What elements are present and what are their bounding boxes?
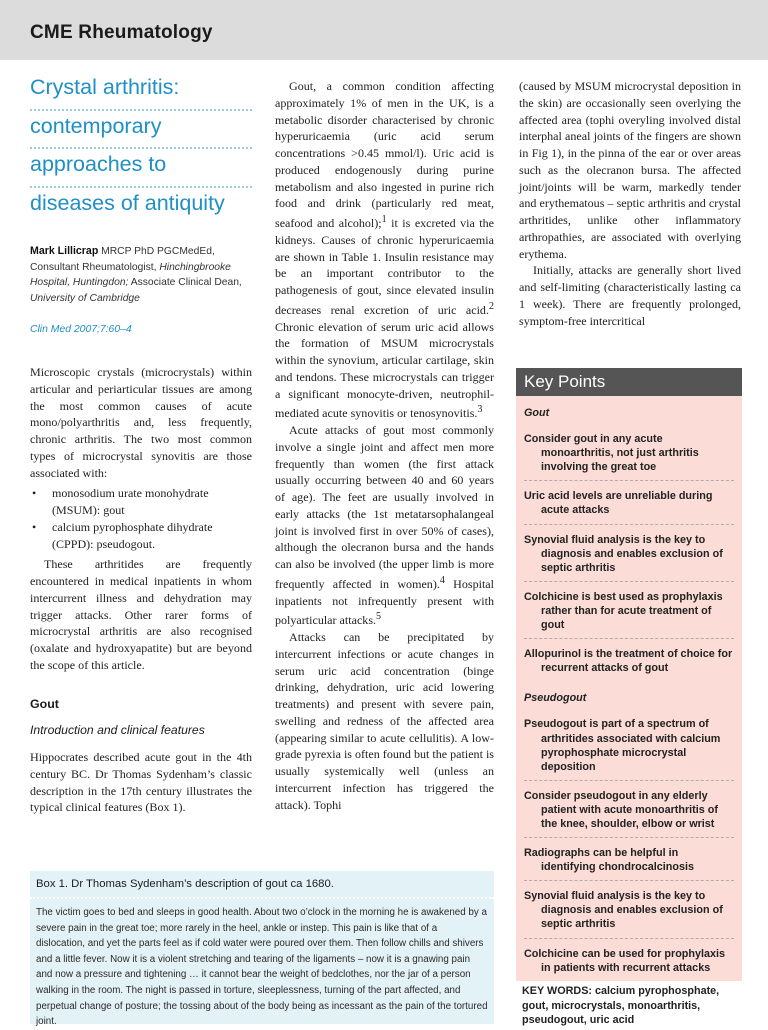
box-quote-text: The victim goes to bed and sleeps in good health. About two o’clock in the morning he is awakened by a severe pain in the great toe; more rarely in the heel, ankle or instep. This pain is like that of a dislocation, and yet the parts feel as if cold water were poured over them. Then follow chills and shivers and a little fever. Now it is a violent stretching and tearing of the ligaments – now it is a gnawing pain and now a pressure and tightening … it cannot bear the weight of bedclothes, nor the jar of a person walking in the room. The night is passed in torture, sleeplessness, turning of the part affected, and perpetual change of posture; the tossing about of the body being as incessant as the pain of the tortured joint. bbox=[36, 907, 488, 1028]
body-column-2 bbox=[275, 78, 494, 813]
author-credentials: MRCP PhD PGCMedEd, bbox=[98, 246, 215, 257]
key-points-section-label: Pseudogout bbox=[524, 692, 587, 705]
box-divider bbox=[30, 897, 494, 899]
reference-marker: 1 bbox=[381, 214, 387, 225]
paragraph: Attacks can be precipitated by intercurrent infections or acute changes in serum uric acid concentration (binge drinking, dehydration, uric acid lowering treatments) and present with severe pain, swelling and redness of the affected area (appearing similar to acute cellulitis). A low-grade pyrexia is often found but the patient is usually systemically well (unless an intercurrent infection has triggered the attack). Tophi bbox=[275, 630, 494, 812]
text-run: Chronic elevation of serum uric acid allows the formation of MSUM microcrystals within the synovium, articular cartilage, skin and tendons. These microcrystals can trigger a significant monocyte-driven, neutrophil-mediated acute synovitis or tenosynovitis. bbox=[275, 319, 494, 421]
key-point: Consider gout in any acute monoarthritis, not just arthritis involving the great toe bbox=[524, 432, 734, 481]
paragraph: Initially, attacks are generally short lived and self-limiting (characteristically lasting ca 1 week). There are frequently prolonged, symptom-free intercritical bbox=[519, 263, 741, 328]
section-heading-gout: Gout bbox=[30, 696, 59, 711]
reference-marker: 3 bbox=[477, 404, 483, 416]
author-block bbox=[30, 244, 256, 306]
key-point: Consider pseudogout in any elderly patient with acute monoarthritis of the knee, shoulder, elbow or wrist bbox=[524, 789, 734, 838]
key-points-section-label: Gout bbox=[524, 407, 550, 419]
key-point: Synovial fluid analysis is the key to diagnosis and enables exclusion of septic arthritis bbox=[524, 533, 734, 582]
paragraph: Microscopic crystals (microcrystals) within articular and periarticular tissues are among the most common causes of acute mono/polyarthritis and, less frequently, chronic arthritis. The two most common types of microcrystal synovitis are those associated with: bbox=[30, 365, 252, 480]
box-1 bbox=[30, 871, 494, 1028]
title-line: diseases of antiquity bbox=[30, 190, 225, 215]
key-points-title: Key Points bbox=[516, 368, 742, 396]
key-point: Pseudogout is part of a spectrum of arthritides associated with calcium pyrophosphate microcrystal deposition bbox=[524, 717, 734, 780]
author-name: Mark Lillicrap bbox=[30, 245, 99, 257]
citation bbox=[30, 324, 132, 335]
paragraph: Hippocrates described acute gout in the 4th century BC. Dr Thomas Sydenham’s classic description in the 17th century illustrates the typical clinical features (Box 1). bbox=[30, 750, 252, 815]
text-run: it is excreted via the kidneys. Causes of chronic hyperuricaemia are shown in Table 1. Insulin resistance may be an important contributor to the pathogenesis of gout, since elevated insulin decreases renal excretion of uric acid. bbox=[275, 216, 494, 317]
author-role-2: Associate Clinical Dean, bbox=[128, 277, 242, 289]
text-run: Gout, a common condition affecting approximately 1% of men in the UK, is a metabolic disorder characterised by chronic hyperuricaemia (uric acid serum concentrations >0.45 mmol/l). Uric acid is produced endogenously during purine metabolism and also ingested in purine rich food and drink (particularly red meat, seafood and alcohol); bbox=[275, 79, 494, 231]
key-point: Uric acid levels are unreliable during acute attacks bbox=[524, 489, 734, 524]
title-line: Crystal arthritis: bbox=[30, 72, 252, 111]
key-points-list bbox=[516, 406, 742, 981]
reference-marker: 2 bbox=[488, 300, 494, 312]
reference-marker: 5 bbox=[376, 611, 382, 623]
key-point: Colchicine can be used for prophylaxis in patients with recurrent attacks bbox=[524, 947, 725, 974]
list-item: • monosodium urate monohydrate (MSUM): gout bbox=[30, 485, 252, 519]
key-point: Colchicine is best used as prophylaxis rather than for acute treatment of gout bbox=[524, 590, 734, 639]
journal-header-bar bbox=[0, 0, 768, 60]
paragraph: (caused by MSUM microcrystal deposition in the skin) are occasionally seen overlying the affected area (tophi overyling involved distal interphal aneal joints of the fingers are shown in Fig 1), in the pinna of the ear or over areas such as the olecranon bursa. The affected joint/joints will be warm, markedly tender and erythematous – septic arthritis and crystal arthritides, unlike other inflammatory arthropathies, are associated with overlying erythema. bbox=[519, 79, 741, 261]
article-title bbox=[30, 72, 252, 224]
paragraph bbox=[275, 422, 494, 629]
key-points-box bbox=[516, 368, 742, 981]
text-run: Acute attacks of gout most commonly involve a single joint and affect men more frequently than women (the first attack usually occurring between 40 and 60 years of age). The feet are usually involved in early attacks (the 1st metatarsophalangeal joint is involved first in over 50% of cases), although the olecranon bursa and the hands can also be involved (the upper limb is more frequently affected in women). bbox=[275, 423, 494, 591]
key-point: Allopurinol is the treatment of choice for recurrent attacks of gout bbox=[524, 648, 733, 675]
subsection-heading: Introduction and clinical features bbox=[30, 723, 205, 738]
paragraph bbox=[275, 78, 494, 422]
text-run: Hospital inpatients not infrequently present with polyarticular attacks. bbox=[275, 576, 494, 628]
body-column-1 bbox=[30, 364, 252, 816]
title-line: approaches to bbox=[30, 149, 252, 188]
journal-section-title: CME Rheumatology bbox=[30, 22, 213, 43]
citation-text: Clin Med 2007;7:60–4 bbox=[30, 324, 132, 335]
key-point: Synovial fluid analysis is the key to diagnosis and enables exclusion of septic arthritis bbox=[524, 889, 734, 938]
paragraph: These arthritides are frequently encountered in medical inpatients in whom intercurrent illness and dehydration may trigger attacks. Other rarer forms of microcrystal arthritis are also recognised (oxalate and hydroxyapatite) but are beyond the scope of this article. bbox=[30, 557, 252, 672]
key-point: Radiographs can be helpful in identifying chondrocalcinosis bbox=[524, 846, 734, 881]
author-affiliation: Hinchingbrooke Hospital, Huntingdon; bbox=[30, 261, 231, 289]
bullet-list bbox=[30, 485, 252, 552]
body-column-3 bbox=[519, 78, 741, 329]
box-title: Box 1. Dr Thomas Sydenham’s description of gout ca 1680. bbox=[36, 878, 334, 890]
author-university: University of Cambridge bbox=[30, 292, 140, 304]
author-role: Consultant Rheumatologist, bbox=[30, 261, 160, 273]
title-line: contemporary bbox=[30, 111, 252, 150]
list-item: • calcium pyrophosphate dihydrate (CPPD): pseudogout. bbox=[30, 519, 252, 553]
key-words: KEY WORDS: calcium pyrophosphate, gout, microcrystals, monoarthritis, pseudogout, uric acid bbox=[522, 985, 720, 1027]
reference-marker: 4 bbox=[439, 574, 445, 586]
